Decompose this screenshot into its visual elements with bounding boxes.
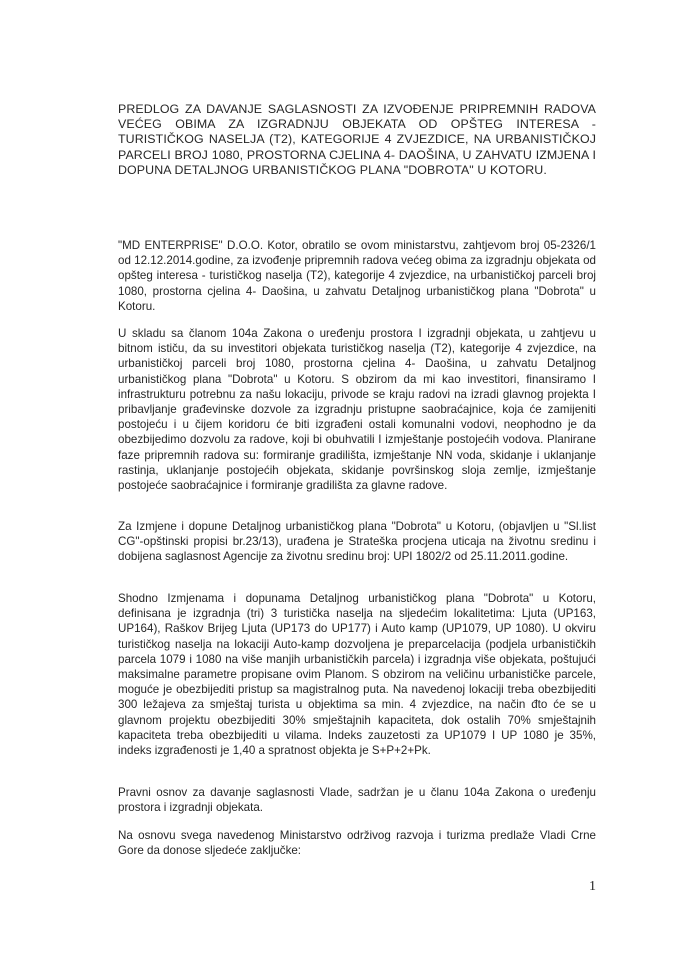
paragraph-legal-basis: Pravni osnov za davanje saglasnosti Vlade, sadržan je u članu 104a Zakona o uređenju prostora i izgradnji objekata. (118, 786, 596, 815)
paragraph-plan-details: Shodno Izmjenama i dopunama Detaljnog urbanističkog plana "Dobrota" u Kotoru, definisana je izgradnja (tri) 3 turistička naselja na sljedećim lokalitetima: Ljuta (UP163, UP164), Raškov Brijeg Ljuta (UP173 do UP177) i Auto kamp (UP1079, UP 1080). U okviru turističkog naselja na lokaciji Auto-kamp dozvoljena je preparcelacija (podjela urbanističkih parcela 1079 i 1080 na više manjih urbanističkih parcela) i izgradnja više objekata, poštujući maksimalne parametre propisane ovim Planom. S obzirom na veličinu urbanističke parcele, moguće je obezbijediti pristup sa magistralnog puta. Na navedenoj lokaciji treba obezbijediti 300 ležajeva za smještaj turista u objektima sa min. 4 zvjezdice, na način đto će se u glavnom projektu obezbijediti 30% smještajnih kapaciteta, dok ostalih 70% smještajnih kapaciteta treba obezbijediti u vilama. Indeks zauzetosti za UP1079 I UP 1080 je 35%, indeks izgrađenosti je 1,40 a spratnost objekta je S+P+2+Pk. (118, 592, 596, 758)
page-number: 1 (589, 879, 596, 894)
paragraph-proposal: Na osnovu svega navedenog Ministarstvo održivog razvoja i turizma predlaže Vladi Crne Gore da donose sljedeće zaključke: (118, 829, 596, 858)
paragraph-request: "MD ENTERPRISE" D.O.O. Kotor, obratilo se ovom ministarstvu, zahtjevom broj 05-2326/1 od 12.12.2014.godine, za izvođenje pripremnih radova većeg obima za izgradnju objekata od opšteg interesa - turističkog naselja (T2), kategorije 4 zvjezdice, na urbanističkoj parceli broj 1080, prostorna cjelina 4- Daošina, u zahvatu Detaljnog urbanističkog plana "Dobrota" u Kotoru. (118, 239, 596, 313)
paragraph-strategic-assessment: Za Izmjene i dopune Detaljnog urbanističkog plana "Dobrota" u Kotoru, (objavljen u "Sl.list CG"-opštinski propisi br.23/13), urađena je Strateška procjena uticaja na životnu sredinu i dobijena saglasnost Agencije za životnu sredinu broj: UPI 1802/2 od 25.11.2011.godine. (118, 520, 596, 564)
document-title: PREDLOG ZA DAVANJE SAGLASNOSTI ZA IZVOĐENJE PRIPREMNIH RADOVA VEĆEG OBIMA ZA IZGRADNJU OBJEKATA OD OPŠTEG INTERESA - TURISTIČKOG NASELJA (T2), KATEGORIJE 4 ZVJEZDICE, NA URBANISTIČKOJ PARCELI BROJ 1080, PROSTORNA CJELINA 4- DAOŠINA, U ZAHVATU IZMJENA I DOPUNA DETALJNOG URBANISTIČKOG PLANA "DOBROTA" U KOTORU. (118, 102, 596, 177)
paragraph-investor-statement: U skladu sa članom 104a Zakona o uređenju prostora I izgradnji objekata, u zahtjevu u bitnom ističu, da su investitori objekata turističkog naselja (T2), kategorije 4 zvjezdice, na urbanističkoj parceli broj 1080, prostorna cjelina 4- Daošina, u zahvatu Detaljnog urbanističkog plana "Dobrota" u Kotoru. S obzirom da mi kao investitori, finansiramo I infrastrukturu potrebnu za našu lokaciju, privode se kraju radovi na izradi glavnog projekta I pribavljanje građevinske dozvole za izgradnju pristupne saobraćajnice, koja će zamijeniti postojeću i u čijem koridoru će biti izgrađeni ostali komunalni vodovi, neophodno je da obezbijedimo dozvolu za radove, koji bi obuhvatili I izmještanje postojećih vodova. Planirane faze pripremnih radova su: formiranje gradilišta, izmještanje NN voda, skidanje i uklanjanje rastinja, uklanjanje postojećih objekata, skidanje površinskog sloja zemlje, izmještanje postojeće saobraćajnice i formiranje gradilišta za glavne radove. (118, 327, 596, 493)
